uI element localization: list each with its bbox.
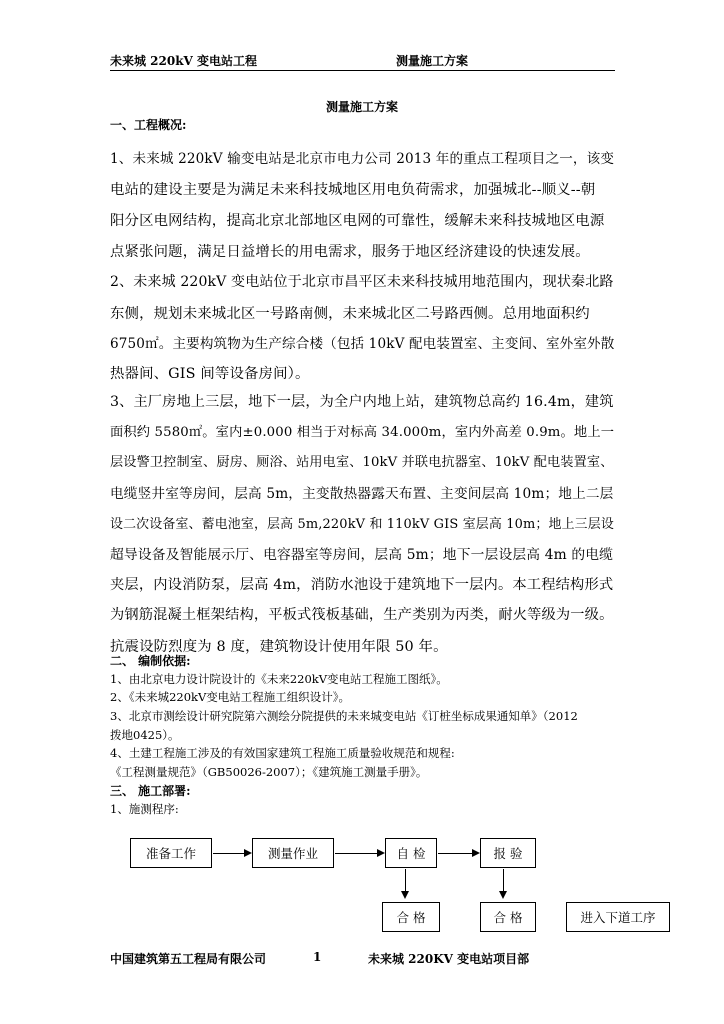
footer-company: 中国建筑第五工程局有限公司 [110, 952, 267, 966]
s2-line: 2、《未来城220kV变电站工程施工组织设计》。 [110, 690, 351, 704]
arrow-right-icon [377, 849, 385, 857]
s1-line: 层设警卫控制室、厨房、厕浴、站用电室、10kV 并联电抗器室、10kV 配电装置室、 [110, 455, 614, 470]
flow-self-check-label: 自 检 [396, 846, 426, 861]
flow-pass-label-2: 合 格 [493, 910, 523, 925]
flow-report-box [480, 838, 536, 868]
footer-page-number: 1 [313, 950, 322, 964]
s1-line: 面积约 5580㎡。室内±0.000 相当于对标高 34.000m，室内外高差 0.9m。地上一 [110, 425, 615, 440]
header-rule [110, 70, 615, 71]
s2-line: 1、由北京电力设计院设计的《未来220kV变电站工程施工图纸》。 [110, 672, 448, 686]
s1-line: 超导设备及智能展示厅、电容器室等房间，层高 5m；地下一层设层高 4m 的电缆 [110, 547, 614, 563]
s2-line: 3、北京市测绘设计研究院第六测绘分院提供的未来城变电站《订桩坐标成果通知单》（2012 [110, 709, 578, 723]
s1-line: 夹层，内设消防泵，层高 4m，消防水池设于建筑地下一层内。本工程结构形式 [110, 577, 614, 593]
flow-pass-box-2 [480, 902, 536, 932]
s2-line: 4、土建工程施工涉及的有效国家建筑工程施工质量验收规范和规程: [110, 746, 455, 760]
s1-line: 6750㎡。主要构筑物为生产综合楼（包括 10kV 配电装置室、主变间、室外室外散 [110, 336, 615, 352]
flow-prep-label: 准备工作 [145, 846, 196, 861]
flow-measure-box [252, 838, 334, 868]
s1-line: 东侧，规划未来城北区一号路南侧，未来城北区二号路西侧。总用地面积约 [110, 306, 590, 322]
s2-line: 《工程测量规范》（GB50026-2007）；《建筑施工测量手册》。 [110, 765, 428, 779]
s1-line: 1、未来城 220kV 输变电站是北京市电力公司 2013 年的重点工程项目之一，该变 [110, 151, 615, 167]
s1-line: 3、主厂房地上三层，地下一层，为全户内地上站，建筑物总高约 16.4m，建筑 [110, 394, 614, 410]
s1-line: 2、未来城 220kV 变电站位于北京市昌平区未来科技城用地范围内，现状秦北路 [110, 274, 614, 290]
section3-heading: 三、 施工部署: [110, 784, 191, 798]
arrow-down-icon [401, 891, 409, 899]
arrow-right-icon [244, 849, 252, 857]
flow-connector [405, 869, 406, 893]
s1-line: 阳分区电网结构，提高北京北部地区电网的可靠性，缓解未来科技城地区电源 [110, 213, 605, 229]
footer-department: 未来城 220KV 变电站项目部 [368, 952, 530, 966]
arrow-right-icon [472, 849, 480, 857]
section2-heading: 二、 编制依据: [110, 654, 191, 668]
s1-line: 为钢筋混凝土框架结构，平板式筏板基础，生产类别为丙类，耐火等级为一级。 [110, 607, 614, 623]
s1-line: 电缆竖井室等房间，层高 5m，主变散热器露天布置、主变间层高 10m；地上二层 [110, 486, 614, 502]
arrow-down-icon [499, 891, 507, 899]
flow-next-label: 进入下道工序 [580, 910, 656, 925]
s2-line: 拨地0425）。 [110, 728, 180, 742]
flow-pass-box-1 [382, 902, 440, 932]
document-title: 测量施工方案 [326, 100, 399, 114]
section3-sub: 1、施测程序: [110, 802, 179, 816]
flow-measure-label: 测量作业 [267, 846, 318, 861]
s1-line: 抗震设防烈度为 8 度，建筑物设计使用年限 50 年。 [110, 639, 448, 655]
s1-line: 点紧张问题，满足日益增长的用电需求，服务于地区经济建设的快速发展。 [110, 244, 590, 260]
header-doc-type: 测量施工方案 [396, 54, 469, 68]
flow-report-label: 报 验 [493, 846, 523, 861]
flow-self-check-box [385, 838, 437, 868]
section1-heading: 一、工程概况: [110, 118, 187, 132]
flow-pass-label-1: 合 格 [396, 910, 426, 925]
s1-line: 电站的建设主要是为满足未来科技城地区用电负荷需求，加强城北--顺义--朝 [110, 182, 596, 198]
flow-prep-box [130, 838, 212, 868]
flow-next-box [566, 902, 670, 932]
s1-line: 热器间、GIS 间等设备房间）。 [110, 366, 310, 382]
flow-connector [335, 853, 383, 854]
s1-line: 设二次设备室、蓄电池室，层高 5m,220kV 和 110kV GIS 室层高 10m；地上三层设 [110, 517, 614, 532]
flow-connector [503, 869, 504, 893]
header-project: 未来城 220kV 变电站工程 [110, 54, 258, 68]
